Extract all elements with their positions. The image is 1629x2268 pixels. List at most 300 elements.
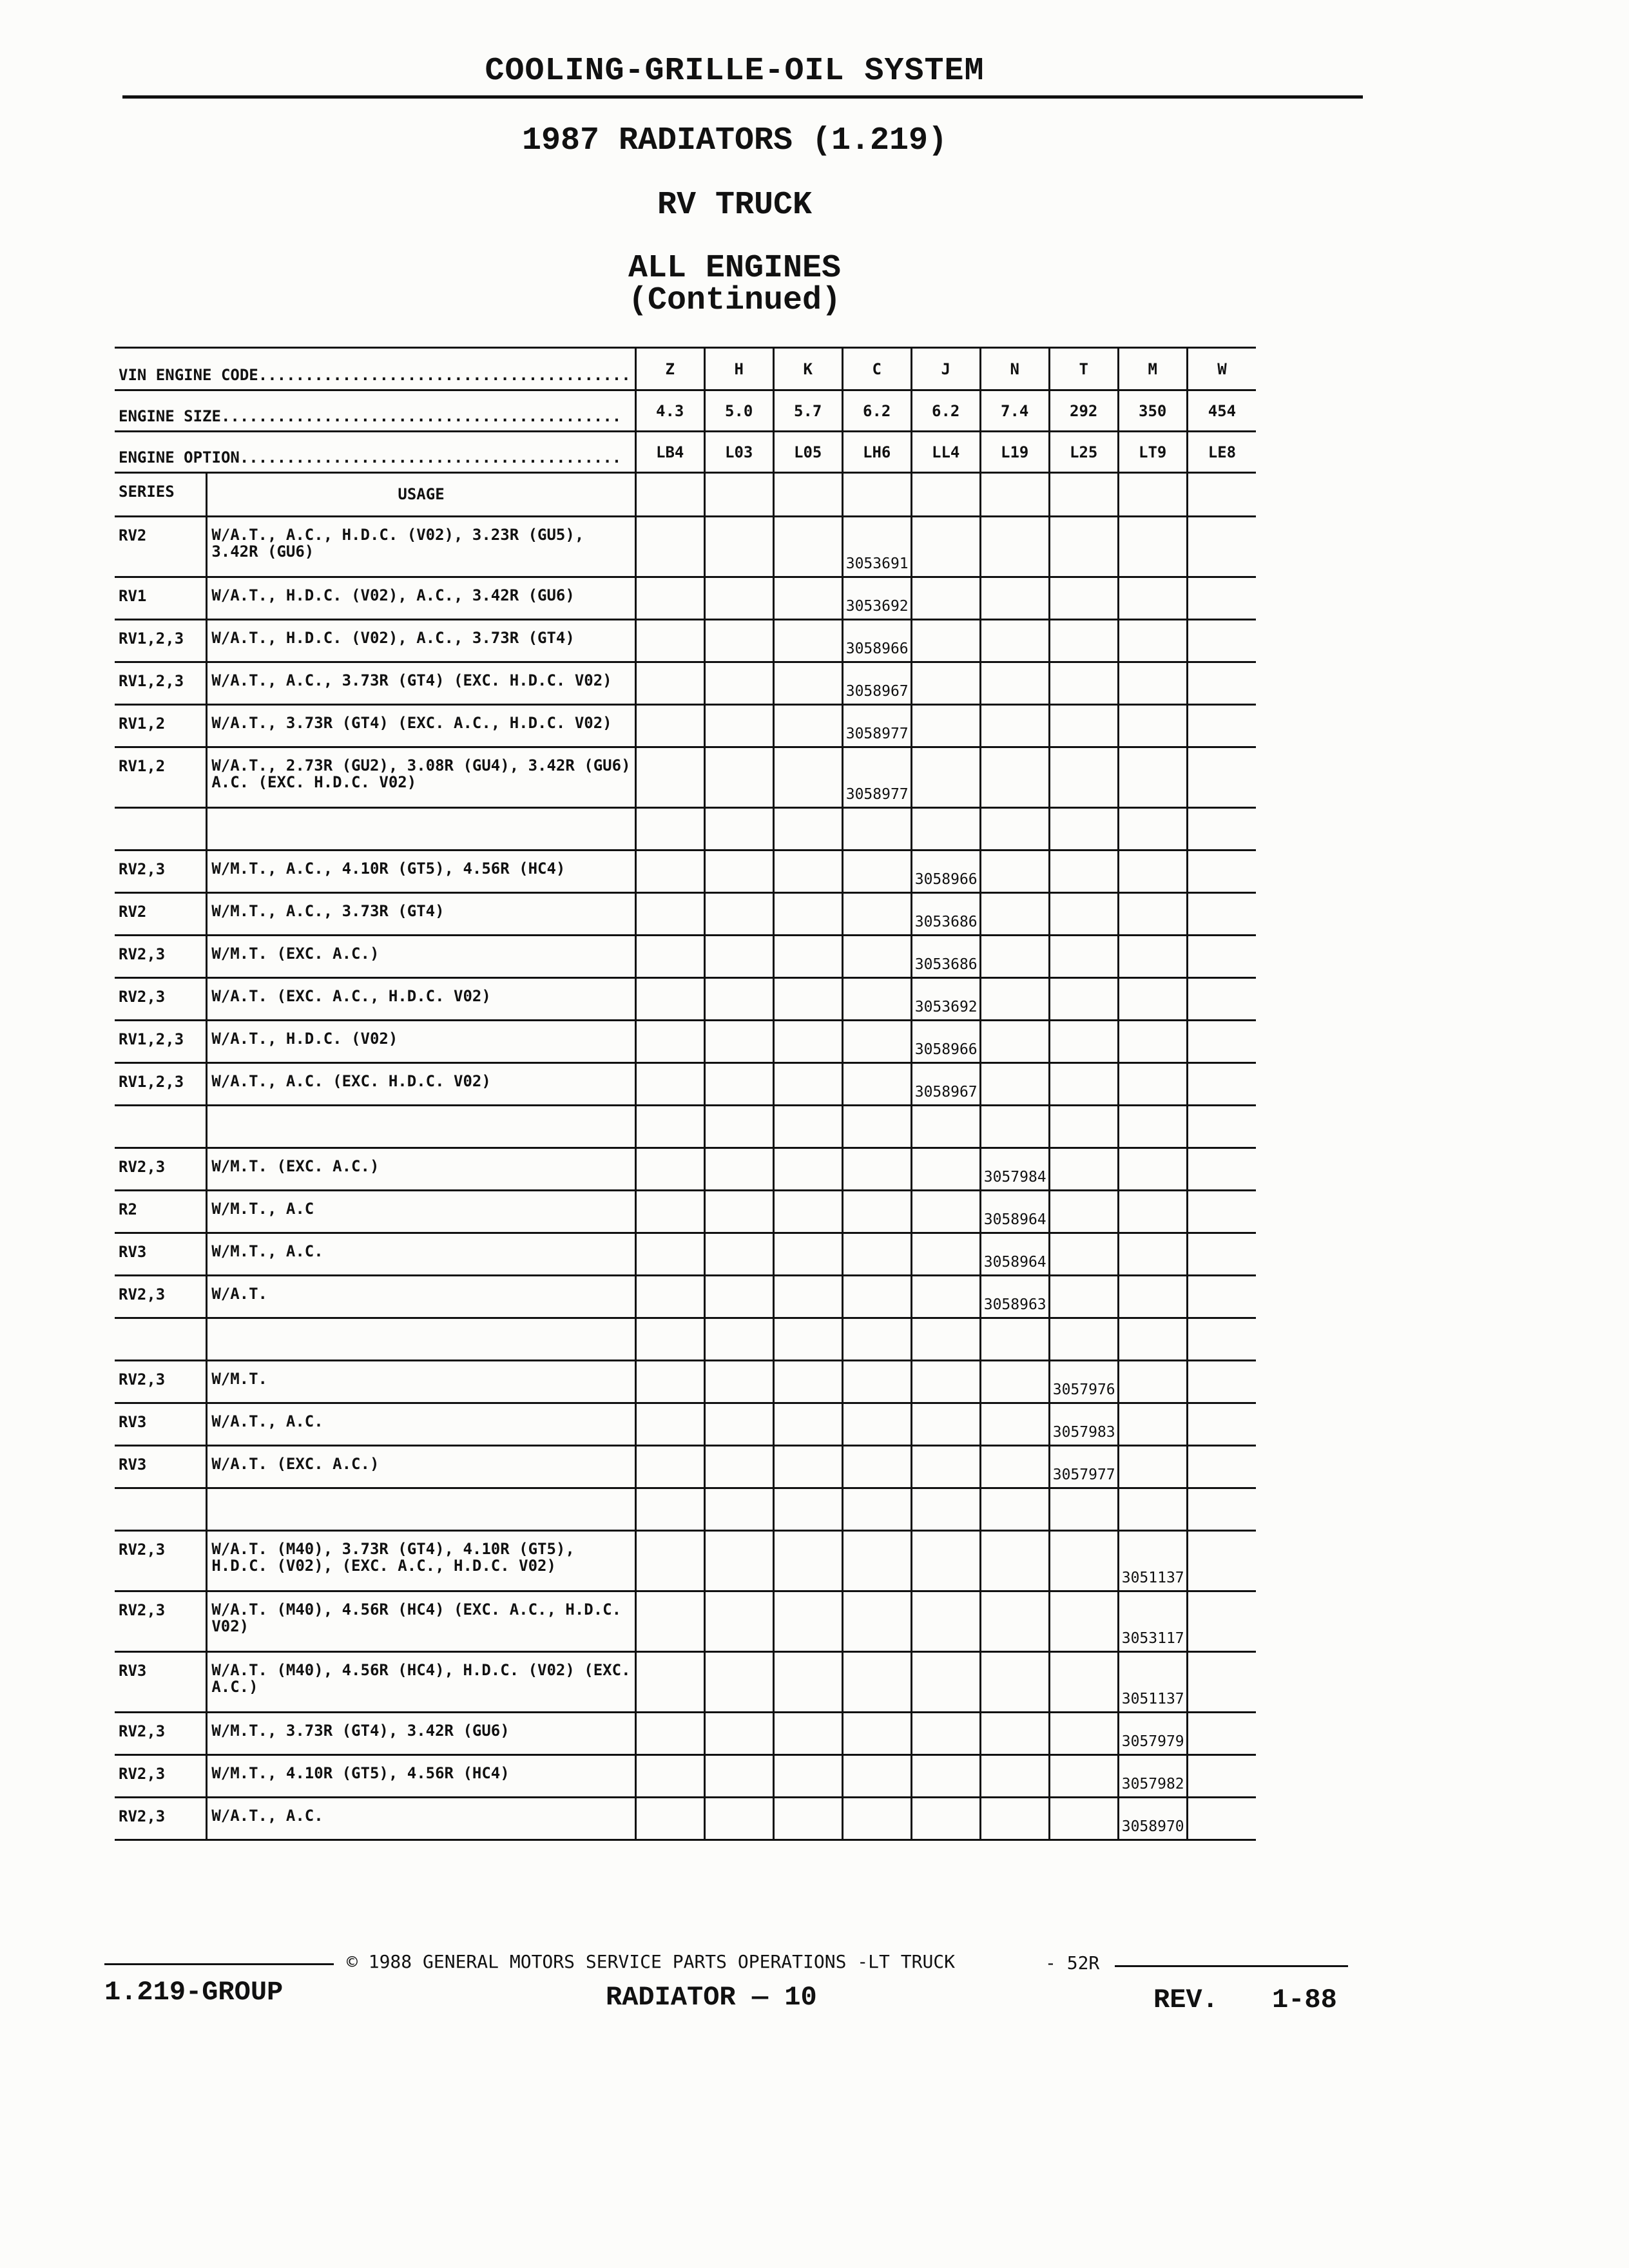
empty-cell: [842, 1798, 911, 1840]
empty-cell: [842, 1233, 911, 1276]
engine-size-cell: 5.7: [773, 390, 842, 432]
empty-cell: [980, 1531, 1049, 1591]
engine-code-cell: K: [773, 348, 842, 390]
empty-cell: [1049, 473, 1118, 517]
engine-code-cell: C: [842, 348, 911, 390]
empty-cell: [635, 620, 704, 662]
engine-size-cell: 350: [1118, 390, 1187, 432]
series-cell: [115, 1488, 207, 1531]
empty-cell: [704, 705, 773, 747]
empty-cell: [704, 577, 773, 620]
usage-cell: W/A.T. (EXC. A.C., H.D.C. V02): [207, 978, 635, 1021]
empty-cell: [1187, 1488, 1256, 1531]
empty-cell: [1118, 662, 1187, 705]
engine-code-cell: N: [980, 348, 1049, 390]
empty-cell: [1118, 620, 1187, 662]
empty-cell: [773, 1106, 842, 1148]
empty-cell: [842, 1148, 911, 1191]
empty-cell: [635, 662, 704, 705]
empty-cell: [980, 1488, 1049, 1531]
empty-cell: [1049, 1233, 1118, 1276]
empty-cell: [635, 705, 704, 747]
empty-cell: [704, 850, 773, 893]
empty-cell: [911, 1233, 980, 1276]
part-number: 3057976: [1049, 1361, 1118, 1403]
spacer-row: [115, 1106, 1256, 1148]
usage-cell: W/A.T. (M40), 3.73R (GT4), 4.10R (GT5), H.D.C. (V02), (EXC. A.C., H.D.C. V02): [207, 1531, 635, 1591]
empty-cell: [980, 517, 1049, 577]
engine-size-cell: 5.0: [704, 390, 773, 432]
empty-cell: [1187, 1318, 1256, 1361]
table-row: [115, 1591, 1256, 1652]
table-row: [115, 893, 1256, 936]
usage-cell: W/A.T., A.C. (EXC. H.D.C. V02): [207, 1063, 635, 1106]
empty-cell: [704, 747, 773, 808]
size-label: ENGINE SIZE...........................................: [119, 407, 622, 425]
empty-cell: [1187, 517, 1256, 577]
empty-cell: [1118, 1403, 1187, 1446]
empty-cell: [980, 1713, 1049, 1755]
empty-cell: [911, 1488, 980, 1531]
title-rule: [122, 95, 1363, 99]
empty-cell: [980, 1361, 1049, 1403]
empty-cell: [1049, 1591, 1118, 1652]
empty-cell: [704, 1446, 773, 1488]
usage-cell: W/A.T., A.C., 3.73R (GT4) (EXC. H.D.C. V02): [207, 662, 635, 705]
empty-cell: [911, 577, 980, 620]
table-row: [115, 1531, 1256, 1591]
empty-cell: [1187, 1403, 1256, 1446]
empty-cell: [980, 1446, 1049, 1488]
empty-cell: [704, 473, 773, 517]
empty-cell: [842, 1276, 911, 1318]
empty-cell: [1187, 1233, 1256, 1276]
part-number: 3058963: [980, 1276, 1049, 1318]
empty-cell: [773, 1233, 842, 1276]
empty-cell: [1187, 1148, 1256, 1191]
empty-cell: [1187, 1652, 1256, 1713]
empty-cell: [911, 1148, 980, 1191]
table-row: [115, 517, 1256, 577]
empty-cell: [704, 1403, 773, 1446]
empty-cell: [1049, 620, 1118, 662]
empty-cell: [635, 893, 704, 936]
empty-cell: [635, 808, 704, 850]
empty-cell: [773, 1488, 842, 1531]
empty-cell: [635, 1403, 704, 1446]
empty-cell: [980, 577, 1049, 620]
section-label: RADIATOR — 10: [606, 1982, 817, 2013]
empty-cell: [911, 662, 980, 705]
empty-cell: [773, 1755, 842, 1798]
engine-size-cell: 6.2: [911, 390, 980, 432]
part-number: 3051137: [1118, 1652, 1187, 1713]
empty-cell: [773, 517, 842, 577]
radiator-table: [115, 347, 1256, 1841]
usage-cell: [207, 808, 635, 850]
empty-cell: [1118, 1488, 1187, 1531]
series-header-row: [115, 473, 1256, 517]
empty-cell: [842, 1446, 911, 1488]
empty-cell: [980, 1591, 1049, 1652]
empty-cell: [842, 978, 911, 1021]
series-cell: RV3: [119, 1413, 147, 1431]
vin-label: VIN ENGINE CODE........................................: [119, 366, 631, 384]
empty-cell: [1187, 747, 1256, 808]
table-row: [115, 1276, 1256, 1318]
empty-cell: [980, 1063, 1049, 1106]
table-row: [115, 1148, 1256, 1191]
empty-cell: [773, 1798, 842, 1840]
empty-cell: [635, 517, 704, 577]
empty-cell: [911, 1591, 980, 1652]
empty-cell: [635, 1591, 704, 1652]
engine-option-cell: LT9: [1118, 432, 1187, 473]
empty-cell: [704, 1361, 773, 1403]
empty-cell: [980, 978, 1049, 1021]
empty-cell: [1049, 1148, 1118, 1191]
empty-cell: [911, 1531, 980, 1591]
empty-cell: [1187, 1755, 1256, 1798]
spacer-row: [115, 808, 1256, 850]
spacer-row: [115, 1488, 1256, 1531]
usage-cell: W/M.T.: [207, 1361, 635, 1403]
empty-cell: [635, 1531, 704, 1591]
empty-cell: [911, 1446, 980, 1488]
empty-cell: [635, 1361, 704, 1403]
empty-cell: [704, 1713, 773, 1755]
vehicle-heading: RV TRUCK: [657, 187, 813, 224]
empty-cell: [1187, 1713, 1256, 1755]
empty-cell: [911, 808, 980, 850]
usage-cell: W/M.T., A.C., 3.73R (GT4): [207, 893, 635, 936]
empty-cell: [980, 705, 1049, 747]
empty-cell: [704, 620, 773, 662]
empty-cell: [1049, 662, 1118, 705]
empty-cell: [1187, 850, 1256, 893]
empty-cell: [635, 1191, 704, 1233]
usage-cell: W/A.T., A.C.: [207, 1403, 635, 1446]
empty-cell: [911, 1403, 980, 1446]
empty-cell: [635, 1063, 704, 1106]
empty-cell: [1187, 1021, 1256, 1063]
table-row: [115, 850, 1256, 893]
usage-cell: W/A.T. (EXC. A.C.): [207, 1446, 635, 1488]
empty-cell: [773, 1403, 842, 1446]
part-number: 3053691: [842, 517, 911, 577]
empty-cell: [1049, 1652, 1118, 1713]
empty-cell: [842, 1488, 911, 1531]
empty-cell: [911, 1318, 980, 1361]
series-cell: RV3: [119, 1662, 147, 1680]
empty-cell: [773, 978, 842, 1021]
series-header: SERIES: [119, 483, 175, 501]
empty-cell: [911, 1361, 980, 1403]
empty-cell: [842, 1191, 911, 1233]
empty-cell: [635, 1148, 704, 1191]
empty-cell: [773, 1148, 842, 1191]
empty-cell: [1187, 1361, 1256, 1403]
engine-size-cell: 4.3: [635, 390, 704, 432]
table-row: [115, 662, 1256, 705]
engine-size-cell: 7.4: [980, 390, 1049, 432]
empty-cell: [842, 1755, 911, 1798]
empty-cell: [980, 808, 1049, 850]
empty-cell: [1187, 1446, 1256, 1488]
table-row: [115, 1755, 1256, 1798]
empty-cell: [842, 1361, 911, 1403]
empty-cell: [773, 473, 842, 517]
part-number: 3053117: [1118, 1591, 1187, 1652]
empty-cell: [1187, 1531, 1256, 1591]
empty-cell: [1187, 1106, 1256, 1148]
empty-cell: [1118, 850, 1187, 893]
empty-cell: [1049, 936, 1118, 978]
engine-option-cell: L05: [773, 432, 842, 473]
series-cell: RV1: [119, 587, 147, 605]
empty-cell: [1118, 1063, 1187, 1106]
empty-cell: [1118, 1106, 1187, 1148]
empty-cell: [980, 747, 1049, 808]
empty-cell: [704, 1591, 773, 1652]
empty-cell: [635, 978, 704, 1021]
part-number: 3058977: [842, 705, 911, 747]
table-row: [115, 1403, 1256, 1446]
group-label: 1.219-GROUP: [104, 1977, 284, 2008]
empty-cell: [1118, 1191, 1187, 1233]
series-cell: RV2,3: [119, 1722, 166, 1740]
engine-size-cell: 292: [1049, 390, 1118, 432]
series-cell: [115, 1318, 207, 1361]
empty-cell: [773, 850, 842, 893]
option-label: ENGINE OPTION.........................................: [119, 448, 622, 466]
empty-cell: [773, 1276, 842, 1318]
empty-cell: [635, 1446, 704, 1488]
empty-cell: [773, 936, 842, 978]
empty-cell: [1187, 1591, 1256, 1652]
part-number: 3058966: [842, 620, 911, 662]
empty-cell: [704, 893, 773, 936]
usage-cell: W/M.T., A.C., 4.10R (GT5), 4.56R (HC4): [207, 850, 635, 893]
empty-cell: [980, 936, 1049, 978]
engine-size-cell: 6.2: [842, 390, 911, 432]
footer-rule-right: [1115, 1965, 1348, 1967]
empty-cell: [1049, 1191, 1118, 1233]
empty-cell: [773, 1021, 842, 1063]
part-number: 3053692: [842, 577, 911, 620]
series-cell: RV1,2,3: [119, 629, 184, 648]
empty-cell: [1187, 620, 1256, 662]
empty-cell: [773, 1063, 842, 1106]
empty-cell: [635, 1755, 704, 1798]
empty-cell: [1049, 517, 1118, 577]
table-row: [115, 936, 1256, 978]
part-number: 3057979: [1118, 1713, 1187, 1755]
empty-cell: [1118, 705, 1187, 747]
empty-cell: [980, 1318, 1049, 1361]
engine-code-cell: H: [704, 348, 773, 390]
usage-cell: W/M.T. (EXC. A.C.): [207, 1148, 635, 1191]
empty-cell: [1187, 1191, 1256, 1233]
empty-cell: [1049, 747, 1118, 808]
usage-cell: W/A.T. (M40), 4.56R (HC4), H.D.C. (V02) (EXC. A.C.): [207, 1652, 635, 1713]
usage-cell: W/M.T. (EXC. A.C.): [207, 936, 635, 978]
usage-cell: [207, 1106, 635, 1148]
part-number: 3058964: [980, 1233, 1049, 1276]
part-number: 3058966: [911, 850, 980, 893]
table-row: [115, 1063, 1256, 1106]
empty-cell: [635, 1106, 704, 1148]
series-cell: RV2,3: [119, 1765, 166, 1783]
empty-cell: [773, 747, 842, 808]
empty-cell: [911, 1713, 980, 1755]
empty-cell: [1049, 1276, 1118, 1318]
empty-cell: [704, 1106, 773, 1148]
empty-cell: [980, 473, 1049, 517]
table-row: [115, 705, 1256, 747]
empty-cell: [1187, 473, 1256, 517]
empty-cell: [704, 517, 773, 577]
usage-cell: W/A.T., A.C.: [207, 1798, 635, 1840]
part-number: 3051137: [1118, 1531, 1187, 1591]
table-row: [115, 747, 1256, 808]
empty-cell: [980, 1106, 1049, 1148]
empty-cell: [773, 577, 842, 620]
empty-cell: [1049, 1021, 1118, 1063]
empty-cell: [1187, 978, 1256, 1021]
engine-option-cell: L19: [980, 432, 1049, 473]
empty-cell: [1118, 1148, 1187, 1191]
empty-cell: [842, 1713, 911, 1755]
empty-cell: [842, 936, 911, 978]
empty-cell: [1187, 936, 1256, 978]
vin-row: [115, 348, 1256, 390]
series-cell: RV3: [119, 1456, 147, 1474]
usage-cell: W/A.T.: [207, 1276, 635, 1318]
empty-cell: [704, 1063, 773, 1106]
empty-cell: [842, 893, 911, 936]
empty-cell: [980, 1755, 1049, 1798]
engines-heading: ALL ENGINES: [628, 250, 842, 287]
empty-cell: [704, 662, 773, 705]
page-title: COOLING-GRILLE-OIL SYSTEM: [485, 53, 985, 90]
empty-cell: [1049, 978, 1118, 1021]
empty-cell: [704, 978, 773, 1021]
engine-size-cell: 454: [1187, 390, 1256, 432]
rev-label: REV.: [1153, 1984, 1219, 2015]
empty-cell: [1118, 978, 1187, 1021]
empty-cell: [1118, 893, 1187, 936]
empty-cell: [635, 1318, 704, 1361]
empty-cell: [704, 1233, 773, 1276]
empty-cell: [704, 1276, 773, 1318]
table-row: [115, 620, 1256, 662]
series-cell: RV1,2,3: [119, 672, 184, 690]
empty-cell: [1187, 893, 1256, 936]
empty-cell: [1118, 1446, 1187, 1488]
empty-cell: [911, 1276, 980, 1318]
empty-cell: [1118, 747, 1187, 808]
table-row: [115, 1361, 1256, 1403]
size-row: [115, 390, 1256, 432]
series-cell: RV2,3: [119, 1541, 166, 1559]
empty-cell: [911, 1652, 980, 1713]
empty-cell: [980, 1021, 1049, 1063]
usage-cell: W/M.T., A.C.: [207, 1233, 635, 1276]
empty-cell: [773, 705, 842, 747]
empty-cell: [1049, 1798, 1118, 1840]
part-number: 3053686: [911, 893, 980, 936]
empty-cell: [1049, 705, 1118, 747]
empty-cell: [773, 808, 842, 850]
engine-code-cell: J: [911, 348, 980, 390]
empty-cell: [704, 1021, 773, 1063]
section-heading: 1987 RADIATORS (1.219): [521, 122, 948, 159]
series-cell: RV1,2,3: [119, 1073, 184, 1091]
empty-cell: [911, 1191, 980, 1233]
empty-cell: [842, 1021, 911, 1063]
table-row: [115, 1446, 1256, 1488]
empty-cell: [911, 473, 980, 517]
usage-header: USAGE: [207, 473, 635, 517]
usage-cell: W/M.T., 4.10R (GT5), 4.56R (HC4): [207, 1755, 635, 1798]
empty-cell: [980, 1652, 1049, 1713]
part-number: 3058966: [911, 1021, 980, 1063]
empty-cell: [842, 1531, 911, 1591]
empty-cell: [635, 1276, 704, 1318]
empty-cell: [1187, 1276, 1256, 1318]
option-row: [115, 432, 1256, 473]
empty-cell: [1049, 1106, 1118, 1148]
series-cell: RV2: [119, 903, 147, 921]
empty-cell: [1049, 1318, 1118, 1361]
empty-cell: [980, 1403, 1049, 1446]
part-number: 3053686: [911, 936, 980, 978]
copyright: © 1988 GENERAL MOTORS SERVICE PARTS OPERATIONS -LT TRUCK: [347, 1951, 956, 1972]
usage-cell: W/A.T., 2.73R (GU2), 3.08R (GU4), 3.42R (GU6) A.C. (EXC. H.D.C. V02): [207, 747, 635, 808]
usage-cell: W/M.T., A.C: [207, 1191, 635, 1233]
page-code: - 52R: [1045, 1952, 1100, 1974]
usage-cell: W/A.T., H.D.C. (V02), A.C., 3.73R (GT4): [207, 620, 635, 662]
empty-cell: [635, 1021, 704, 1063]
empty-cell: [1118, 1233, 1187, 1276]
empty-cell: [773, 620, 842, 662]
empty-cell: [635, 936, 704, 978]
empty-cell: [704, 1798, 773, 1840]
part-number: 3057982: [1118, 1755, 1187, 1798]
part-number: 3058967: [911, 1063, 980, 1106]
engine-option-cell: LH6: [842, 432, 911, 473]
empty-cell: [842, 1318, 911, 1361]
empty-cell: [1049, 577, 1118, 620]
part-number: 3058977: [842, 747, 911, 808]
empty-cell: [635, 1488, 704, 1531]
empty-cell: [1118, 1276, 1187, 1318]
table-row: [115, 1798, 1256, 1840]
empty-cell: [842, 808, 911, 850]
empty-cell: [911, 1798, 980, 1840]
empty-cell: [635, 1233, 704, 1276]
usage-cell: W/M.T., 3.73R (GT4), 3.42R (GU6): [207, 1713, 635, 1755]
empty-cell: [1049, 850, 1118, 893]
empty-cell: [911, 1755, 980, 1798]
series-cell: RV3: [119, 1243, 147, 1261]
empty-cell: [704, 808, 773, 850]
empty-cell: [1118, 1361, 1187, 1403]
series-cell: RV2,3: [119, 988, 166, 1006]
table-row: [115, 1233, 1256, 1276]
empty-cell: [1187, 577, 1256, 620]
